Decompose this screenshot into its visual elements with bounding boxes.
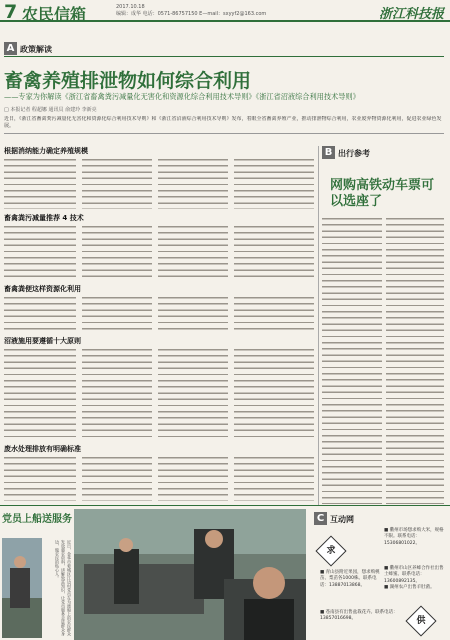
body-block: [82, 224, 152, 280]
subtitle-4: 沼液施用要遵循十大原则: [4, 337, 81, 345]
body-block: [158, 455, 228, 501]
newspaper-logo: 浙江科技报: [378, 7, 444, 22]
editor-contact: 编辑：成华 电话：0571-86757150 E—mail：sxyyf2@163.com: [116, 11, 267, 17]
body-block: [4, 224, 76, 280]
body-block: [4, 455, 76, 501]
section-a-label: 政策解读: [20, 45, 52, 54]
photo-caption: 近日，金华市婺城区江边村党员在为渡船上的农民群众发放惠农资料，讲解致富知识，让党员服务走进群众身边，做农民的贴心人。: [55, 540, 72, 636]
article-headline: 畜禽养殖排泄物如何综合利用: [4, 70, 252, 92]
body-block: [322, 216, 382, 504]
body-block: [234, 157, 314, 209]
body-block: [234, 224, 314, 280]
intro-text: 近日，《浙江省畜禽粪污减量化无害化和资源化综合利用技术导则》和《浙江省沼液综合利用技术导则》发布，着眼全省畜禽养殖产业，推动排泄物综合利用，农业废弃物资源化利用，促进农业绿色发展。: [4, 116, 442, 129]
subtitle-1: 根据消纳能力确定养殖规模: [4, 147, 88, 155]
article-byline: □ 本报记者 程超娜 通讯员 俞建玲 李新亮: [4, 107, 97, 113]
body-block: [158, 157, 228, 209]
page-number: 7: [4, 1, 18, 23]
body-block: [386, 216, 444, 504]
body-block: [4, 295, 76, 333]
section-c-label: 互动网: [330, 515, 354, 524]
body-block: [82, 157, 152, 209]
section-a-rule: [4, 56, 444, 57]
body-block: [4, 157, 76, 209]
section-name: 农民信箱: [22, 5, 87, 24]
article-intro: [4, 116, 444, 142]
body-block: [234, 295, 314, 333]
want-diamond: 求: [315, 535, 346, 566]
body-block: [234, 347, 314, 441]
body-block: [158, 224, 228, 280]
intro-rule: [4, 133, 444, 134]
subtitle-2: 畜禽粪污减量推荐 4 技术: [4, 214, 84, 222]
want-list-2: [384, 528, 444, 547]
masthead: [0, 0, 450, 22]
section-rule: [0, 505, 450, 506]
section-b-badge: B: [322, 146, 335, 159]
supply-item: ■ 苍南县有出售盆栽花卉。联系电话：13857016698。: [320, 610, 398, 622]
body-block: [82, 295, 152, 333]
body-block: [158, 347, 228, 441]
column-divider: [318, 146, 319, 506]
travel-headline: 网购高铁动车票可以选座了: [330, 178, 435, 209]
section-b-label: 出行参考: [338, 149, 370, 158]
supply-list-2: [384, 566, 444, 592]
photo-section-title: 党员上船送服务: [2, 514, 72, 525]
subtitle-5: 废水处理排放有明确标准: [4, 445, 81, 453]
body-block: [234, 455, 314, 501]
supply-list: [320, 610, 404, 623]
body-block: [158, 295, 228, 333]
subtitle-3: 畜禽粪便这样资源化利用: [4, 285, 81, 293]
supply-diamond: 供: [405, 605, 436, 636]
body-block: [82, 347, 152, 441]
body-block: [4, 347, 76, 441]
want-item: ■ 衢州市场想求购大米，规格不限。联系电话：15306801022。: [384, 528, 444, 546]
boat-photo-main: [74, 509, 306, 640]
supply-item: ■ 衢州市山区养蜂合作社出售土蜂蜜。联系电话：13600892135。: [384, 566, 444, 584]
issue-date: 2017.10.18: [116, 4, 145, 10]
want-item: ■ 青山县附近果园，想求购桃苗、梨苗各1000株。联系电话：13887013868。: [320, 570, 380, 588]
article-subhead: ——专家为你解读《浙江省畜禽粪污减量化无害化和资源化综合利用技术导则》《浙江省沼液综合利用技术导则》: [4, 92, 360, 101]
want-list: [320, 570, 380, 589]
section-c-badge: C: [314, 512, 327, 525]
section-a-badge: A: [4, 42, 17, 55]
supply-item: ■ 湖州农户出售羊肚菌。: [384, 585, 435, 591]
masthead-meta: [116, 4, 336, 18]
body-block: [82, 455, 152, 501]
